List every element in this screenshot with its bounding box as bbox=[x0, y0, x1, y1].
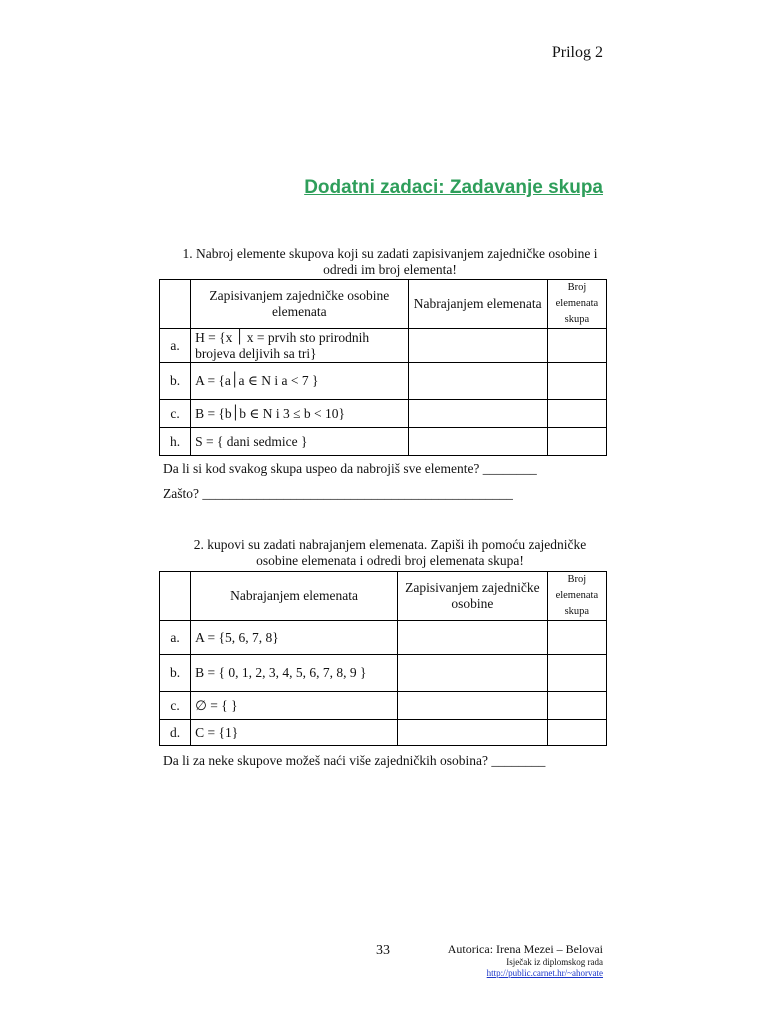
column-header: Nabrajanjem elemenata bbox=[408, 280, 547, 329]
count-cell[interactable] bbox=[547, 692, 606, 720]
set-definition: A = {a׀a ∈ N i a < 7 } bbox=[191, 363, 408, 400]
task1-question: Da li si kod svakog skupa uspeo da nabrojiš sve elemente? ________ bbox=[163, 461, 537, 476]
task2-table bbox=[159, 571, 607, 746]
row-label: a. bbox=[160, 621, 191, 655]
table-row bbox=[160, 363, 607, 400]
column-header: Broj elemenata skupa bbox=[547, 280, 606, 329]
label-column-header bbox=[160, 280, 191, 329]
answer-cell[interactable] bbox=[398, 621, 548, 655]
column-header: Broj elemenata skupa bbox=[547, 572, 606, 621]
set-definition: B = {b׀b ∈ N i 3 ≤ b < 10} bbox=[191, 400, 408, 428]
task1-instructions: 1. Nabroj elemente skupova koji su zadati zapisivanjem zajedničke osobine i odredi im broj elementa! bbox=[182, 246, 598, 277]
task2-instructions: 2. kupovi su zadati nabrajanjem elemenata. Zapiši ih pomoću zajedničke osobine elemenata i odredi broj elemenata skupa! bbox=[193, 537, 587, 568]
page-number: 33 bbox=[376, 943, 390, 958]
row-label: b. bbox=[160, 363, 191, 400]
table-row bbox=[160, 400, 607, 428]
set-elements: C = {1} bbox=[191, 720, 398, 746]
answer-cell[interactable] bbox=[398, 692, 548, 720]
count-cell[interactable] bbox=[547, 329, 606, 363]
table-row bbox=[160, 692, 607, 720]
row-label: d. bbox=[160, 720, 191, 746]
table-row bbox=[160, 428, 607, 456]
count-cell[interactable] bbox=[547, 655, 606, 692]
set-definition: S = { dani sedmice } bbox=[191, 428, 408, 456]
row-label: h. bbox=[160, 428, 191, 456]
row-label: a. bbox=[160, 329, 191, 363]
answer-cell[interactable] bbox=[408, 329, 547, 363]
set-elements: ∅ = { } bbox=[191, 692, 398, 720]
excerpt-note: Isječak iz diplomskog rada bbox=[506, 957, 603, 967]
column-header: Zapisivanjem zajedničke osobine bbox=[398, 572, 548, 621]
table-header-row bbox=[160, 280, 607, 329]
appendix-label: Prilog 2 bbox=[551, 44, 603, 61]
column-header: Nabrajanjem elemenata bbox=[191, 572, 398, 621]
table-row bbox=[160, 621, 607, 655]
table-header-row bbox=[160, 572, 607, 621]
author-credit: Autorica: Irena Mezei – Belovai bbox=[447, 942, 603, 956]
table-row bbox=[160, 720, 607, 746]
answer-cell[interactable] bbox=[408, 428, 547, 456]
page-title: Dodatni zadaci: Zadavanje skupa bbox=[304, 177, 603, 198]
answer-cell[interactable] bbox=[408, 363, 547, 400]
answer-cell[interactable] bbox=[408, 400, 547, 428]
task2-question: Da li za neke skupove možeš naći više zajedničkih osobina? ________ bbox=[163, 753, 546, 768]
source-link[interactable]: http://public.carnet.hr/~ahorvate bbox=[486, 968, 603, 978]
count-cell[interactable] bbox=[547, 621, 606, 655]
task1-why-question: Zašto? ______________________________________________ bbox=[163, 486, 513, 501]
count-cell[interactable] bbox=[547, 400, 606, 428]
table-row bbox=[160, 655, 607, 692]
label-column-header bbox=[160, 572, 191, 621]
set-definition: H = {x ׀ x = prvih sto prirodnih brojeva deljivih sa tri} bbox=[191, 329, 408, 363]
count-cell[interactable] bbox=[547, 363, 606, 400]
set-elements: B = { 0, 1, 2, 3, 4, 5, 6, 7, 8, 9 } bbox=[191, 655, 398, 692]
count-cell[interactable] bbox=[547, 720, 606, 746]
column-header: Zapisivanjem zajedničke osobine elemenata bbox=[191, 280, 408, 329]
answer-cell[interactable] bbox=[398, 655, 548, 692]
row-label: c. bbox=[160, 400, 191, 428]
task1-table bbox=[159, 279, 607, 456]
row-label: c. bbox=[160, 692, 191, 720]
row-label: b. bbox=[160, 655, 191, 692]
table-row bbox=[160, 329, 607, 363]
set-elements: A = {5, 6, 7, 8} bbox=[191, 621, 398, 655]
count-cell[interactable] bbox=[547, 428, 606, 456]
answer-cell[interactable] bbox=[398, 720, 548, 746]
